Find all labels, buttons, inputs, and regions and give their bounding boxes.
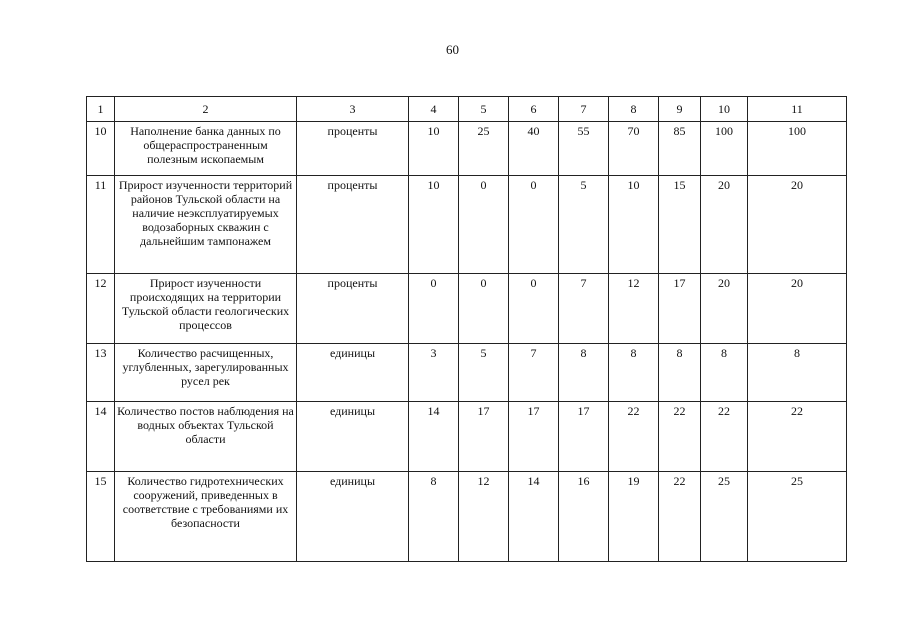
value-cell: 5 xyxy=(559,176,609,274)
table-row xyxy=(87,472,847,562)
value-cell: 100 xyxy=(748,122,847,176)
table-row xyxy=(87,176,847,274)
value-cell: 100 xyxy=(701,122,748,176)
table-header-row xyxy=(87,97,847,122)
value-cell: 15 xyxy=(659,176,701,274)
value-cell: 14 xyxy=(409,402,459,472)
header-cell: 9 xyxy=(659,97,701,122)
row-number-cell: 10 xyxy=(87,122,115,176)
value-cell: 8 xyxy=(701,344,748,402)
header-cell: 4 xyxy=(409,97,459,122)
value-cell: 25 xyxy=(701,472,748,562)
table-row xyxy=(87,274,847,344)
value-cell: 55 xyxy=(559,122,609,176)
page-number: 60 xyxy=(446,42,459,57)
value-cell: 25 xyxy=(748,472,847,562)
value-cell: 17 xyxy=(509,402,559,472)
value-cell: 10 xyxy=(409,122,459,176)
header-cell: 6 xyxy=(509,97,559,122)
header-cell: 8 xyxy=(609,97,659,122)
value-cell: 17 xyxy=(559,402,609,472)
value-cell: 40 xyxy=(509,122,559,176)
table-row xyxy=(87,344,847,402)
unit-cell: единицы xyxy=(297,402,409,472)
value-cell: 85 xyxy=(659,122,701,176)
value-cell: 8 xyxy=(409,472,459,562)
value-cell: 25 xyxy=(459,122,509,176)
value-cell: 19 xyxy=(609,472,659,562)
value-cell: 8 xyxy=(559,344,609,402)
value-cell: 22 xyxy=(659,402,701,472)
value-cell: 22 xyxy=(659,472,701,562)
value-cell: 0 xyxy=(459,274,509,344)
value-cell: 14 xyxy=(509,472,559,562)
row-number-cell: 12 xyxy=(87,274,115,344)
value-cell: 7 xyxy=(559,274,609,344)
value-cell: 7 xyxy=(509,344,559,402)
value-cell: 17 xyxy=(459,402,509,472)
indicator-name-cell: Прирост изученности происходящих на территории Тульской области геологических процессов xyxy=(115,274,297,344)
unit-cell: проценты xyxy=(297,176,409,274)
value-cell: 0 xyxy=(409,274,459,344)
header-cell: 1 xyxy=(87,97,115,122)
indicator-name-cell: Количество расчищенных, углубленных, зарегулированных русел рек xyxy=(115,344,297,402)
unit-cell: проценты xyxy=(297,122,409,176)
value-cell: 20 xyxy=(748,176,847,274)
row-number-cell: 11 xyxy=(87,176,115,274)
indicator-name-cell: Прирост изученности территорий районов Тульской области на наличие неэксплуатируемых водозаборных скважин с дальнейшим тампонажем xyxy=(115,176,297,274)
row-number-cell: 14 xyxy=(87,402,115,472)
header-cell: 11 xyxy=(748,97,847,122)
value-cell: 20 xyxy=(701,274,748,344)
value-cell: 8 xyxy=(609,344,659,402)
header-cell: 10 xyxy=(701,97,748,122)
value-cell: 22 xyxy=(701,402,748,472)
indicator-name-cell: Количество гидротехнических сооружений, приведенных в соответствие с требованиями их безопасности xyxy=(115,472,297,562)
value-cell: 10 xyxy=(609,176,659,274)
header-cell: 7 xyxy=(559,97,609,122)
row-number-cell: 13 xyxy=(87,344,115,402)
value-cell: 20 xyxy=(701,176,748,274)
indicator-name-cell: Количество постов наблюдения на водных объектах Тульской области xyxy=(115,402,297,472)
value-cell: 12 xyxy=(459,472,509,562)
value-cell: 17 xyxy=(659,274,701,344)
header-cell: 2 xyxy=(115,97,297,122)
value-cell: 22 xyxy=(748,402,847,472)
value-cell: 0 xyxy=(509,176,559,274)
row-number-cell: 15 xyxy=(87,472,115,562)
header-cell: 3 xyxy=(297,97,409,122)
unit-cell: проценты xyxy=(297,274,409,344)
value-cell: 20 xyxy=(748,274,847,344)
value-cell: 5 xyxy=(459,344,509,402)
value-cell: 3 xyxy=(409,344,459,402)
value-cell: 70 xyxy=(609,122,659,176)
indicator-name-cell: Наполнение банка данных по общераспространенным полезным ископаемым xyxy=(115,122,297,176)
unit-cell: единицы xyxy=(297,344,409,402)
value-cell: 22 xyxy=(609,402,659,472)
table-row xyxy=(87,402,847,472)
value-cell: 12 xyxy=(609,274,659,344)
value-cell: 8 xyxy=(659,344,701,402)
value-cell: 8 xyxy=(748,344,847,402)
value-cell: 0 xyxy=(459,176,509,274)
table-row xyxy=(87,122,847,176)
value-cell: 16 xyxy=(559,472,609,562)
unit-cell: единицы xyxy=(297,472,409,562)
header-cell: 5 xyxy=(459,97,509,122)
indicators-table xyxy=(86,96,847,562)
value-cell: 10 xyxy=(409,176,459,274)
value-cell: 0 xyxy=(509,274,559,344)
